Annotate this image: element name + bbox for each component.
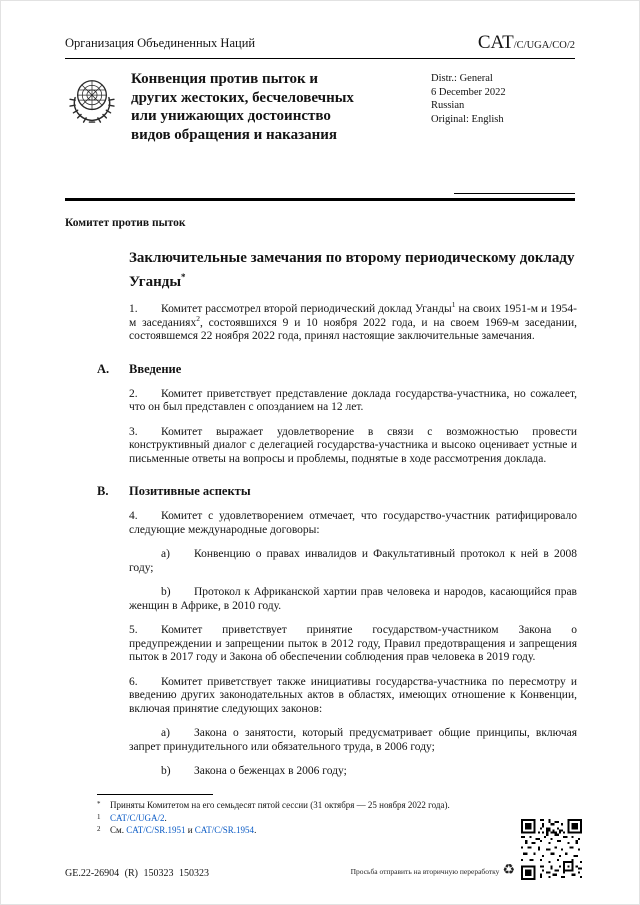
list-item-text: Закона о беженцах в 2006 году; [194,765,347,777]
masthead [65,70,575,144]
distribution-original: Original: English [431,113,504,125]
convention-title-line: видов обращения и наказания [131,126,338,143]
footnote-1-mark: 1 [97,812,101,821]
paragraph-number: 6. [129,675,138,688]
paragraph-number: 4. [129,510,138,522]
list-item-text: Конвенцию о правах инвалидов и Факультативный протокол к ней в 2008 году; [129,548,577,574]
header-rule-tick [454,193,575,194]
convention-title [131,70,431,144]
qr-code [521,819,582,880]
paragraph-text: Комитет с удовлетворением отмечает, что государство-участник ратифицировало следующие международные договоры: [129,510,577,536]
footnote-star-mark: * [97,800,101,808]
paragraph-6 [129,676,577,717]
footnote-separator [97,794,213,795]
document-main-title [129,249,577,292]
footnote-area [97,794,575,838]
job-number: GE.22-26904 (R) 150323 150323 [65,868,209,879]
footnote-ref-1[interactable]: 1 [451,300,456,310]
paragraph-1 [129,300,577,344]
convention-title-line: Конвенция против пыток и [131,71,319,87]
un-org-name: Организация Объединенных Наций [65,36,256,50]
document-symbol-number: /C/UGA/CO/2 [513,40,575,51]
list-item-6b [129,765,577,779]
footnote-star [97,800,575,813]
document-main-title-text: Заключительные замечания по второму периодическому докладу Уганды [129,250,575,290]
paragraph-3 [129,426,577,467]
paragraph-5 [129,624,577,665]
footnote-2-mid: и [185,825,195,835]
footnote-2-mark: 2 [97,825,101,833]
document-symbol-series: CAT [477,32,514,53]
distribution-type: Distr.: General [431,73,493,84]
paragraph-2 [129,388,577,415]
footnote-1-link[interactable]: CAT/C/UGA/2 [110,812,165,823]
list-marker: b) [161,765,171,777]
paragraph-text: Комитет рассмотрел второй периодический доклад Уганды [161,303,452,315]
un-emblem-icon [65,70,121,144]
footnote-2 [97,825,575,838]
section-heading-a [97,362,575,377]
recycle-icon: ♻ [502,863,515,878]
section-title: Введение [129,361,182,376]
paragraph-number: 3. [129,425,138,438]
paragraph-text: на своих 1951-м и 1954-м заседаниях [129,303,577,329]
paragraph-number: 2. [129,387,138,400]
list-marker: a) [161,548,170,560]
list-marker: a) [161,727,170,739]
footnote-2-link-1[interactable]: CAT/C/SR.1951 [126,825,186,835]
paragraph-text: Комитет приветствует принятие государством-участником Закона о предупреждении и запрещении пыток в 2012 году, Правил предотвращения и запрещения пыток в 2017 году и Закона об обеспечении соблюдения прав человека в 2019 году. [129,624,577,663]
convention-title-line: или унижающих достоинство [131,108,331,124]
title-footnote-mark: * [181,272,186,282]
list-item-6a [129,727,577,754]
list-item-4a [129,548,577,575]
list-marker: b) [161,586,171,598]
document-symbol [478,33,575,53]
section-letter: B. [97,484,109,498]
section-letter: A. [97,361,110,376]
convention-title-line: других жестоких, бесчеловечных [131,89,354,106]
footnote-1-tail: . [164,812,167,823]
paragraph-text: Комитет приветствует также инициативы государства-участника по пересмотру и введению других законодательных актов в областях, имеющих отношение к Конвенции, включая принятие следующих законов: [129,675,577,715]
footnote-ref-2[interactable]: 2 [196,313,200,323]
footnote-2-pre: См. [110,825,127,835]
paragraph-4 [129,510,577,537]
paragraph-number: 1. [129,303,138,315]
header-heavy-rule [65,198,575,201]
committee-name: Комитет против пыток [65,217,186,229]
paragraph-text: , состоявшихся 9 и 10 ноября 2022 года, и на своем 1969-м заседании, состоявшемся 22 ноября 2022 года, принял настоящие заключительные замечания. [129,316,577,342]
paragraph-text: Комитет приветствует представление доклада государства-участника, но сожалеет, что он был представлен с опозданием на 12 лет. [129,387,577,413]
section-title: Позитивные аспекты [129,484,251,498]
paragraph-number: 5. [129,624,138,636]
recycle-note [351,864,515,878]
paragraph-text: Комитет выражает удовлетворение в связи с возможностью провести конструктивный диалог с делегацией государства-участника и высоко оценивает устные и письменные ответы на вопросы и проблемы, поднятые в ходе рассмотрения доклада. [129,425,577,465]
footnote-1 [97,813,575,826]
footnote-2-tail: . [254,825,257,835]
list-item-text: Протокол к Африканской хартии прав человека и народов, касающийся прав женщин в Африке, в 2010 году. [129,586,577,612]
list-item-4b [129,586,577,613]
list-item-text: Закона о занятости, который предусматривает общие принципы, включая запрет принудительного или обязательного труда, в 2006 году; [129,727,577,753]
recycle-text: Просьба отправить на вторичную переработку [350,866,500,876]
footnote-star-text: Приняты Комитетом на его семьдесят пятой сессии (31 октября — 25 ноября 2022 года). [110,800,450,810]
section-heading-b [97,484,575,499]
distribution-block [431,70,581,144]
distribution-date: 6 December 2022 [431,86,506,98]
distribution-language: Russian [431,100,465,111]
footnote-2-link-2[interactable]: CAT/C/SR.1954 [194,825,255,835]
document-header [65,33,575,59]
